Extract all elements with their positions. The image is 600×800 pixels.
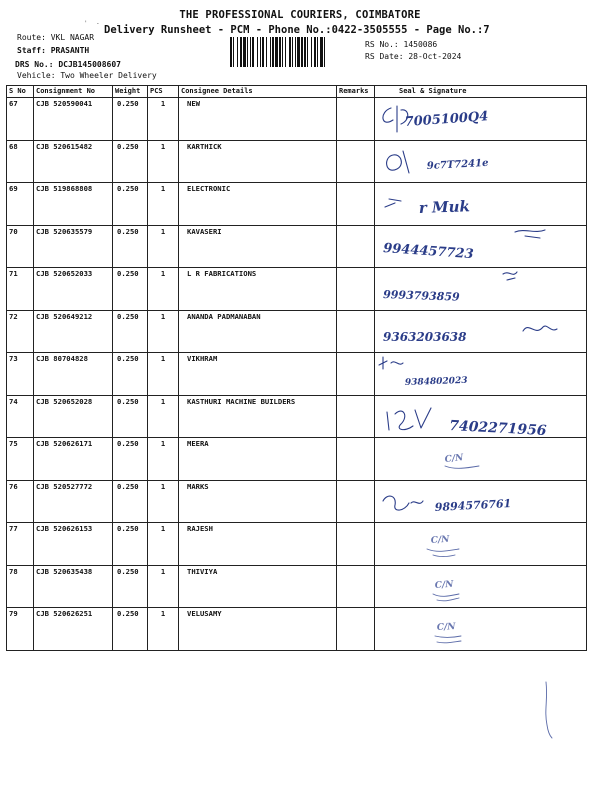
cell-remarks <box>337 310 375 353</box>
cell-remarks <box>337 608 375 651</box>
table-row <box>7 310 587 353</box>
signature-text: C/N <box>434 579 454 591</box>
cell-consignee: L R FABRICATIONS <box>179 268 337 311</box>
cell-remarks <box>337 395 375 438</box>
cell-weight: 0.250 <box>113 395 148 438</box>
table-header-row <box>7 86 587 98</box>
cell-pcs: 1 <box>148 395 179 438</box>
cell-consignee: THIVIYA <box>179 565 337 608</box>
handwritten-signature <box>375 183 586 225</box>
handwritten-signature <box>375 226 586 268</box>
cell-consignee: KARTHICK <box>179 140 337 183</box>
barcode-bar <box>295 37 296 67</box>
cell-pcs: 1 <box>148 225 179 268</box>
signature-text: C/N <box>436 622 456 633</box>
cell-consignment-no: CJB 520652028 <box>34 395 113 438</box>
cell-pcs: 1 <box>148 438 179 481</box>
cell-sno: 71 <box>7 268 34 311</box>
cell-consignment-no: CJB 520626251 <box>34 608 113 651</box>
cell-remarks <box>337 225 375 268</box>
barcode-bar <box>314 37 316 67</box>
cell-consignee: KAVASERI <box>179 225 337 268</box>
table-row <box>7 395 587 438</box>
handwritten-signature <box>375 268 586 310</box>
handwritten-signature <box>375 396 586 438</box>
cell-pcs: 1 <box>148 140 179 183</box>
barcode-bar <box>252 37 254 67</box>
signature-stroke <box>445 466 479 468</box>
cell-remarks <box>337 480 375 523</box>
signature-stroke <box>435 636 461 643</box>
company-title: THE PROFESSIONAL COURIERS, COIMBATORE <box>179 9 421 21</box>
rs-date: RS Date: 28-Oct-2024 <box>365 52 462 61</box>
cell-remarks <box>337 565 375 608</box>
barcode-bar <box>243 37 246 67</box>
barcode-bar <box>289 37 291 67</box>
signature-stroke <box>387 151 409 173</box>
barcode-bar <box>279 37 281 67</box>
signature-text: 9894576761 <box>434 496 512 514</box>
stray-mark: ' <box>84 20 88 27</box>
barcode-bar <box>250 37 251 67</box>
cell-consignment-no: CJB 519868808 <box>34 183 113 226</box>
cell-signature <box>375 480 587 523</box>
col-header-consignment: Consignment No <box>34 86 113 98</box>
signature-stroke <box>433 594 459 601</box>
cell-consignee: KASTHURI MACHINE BUILDERS <box>179 395 337 438</box>
cell-consignment-no: CJB 520635438 <box>34 565 113 608</box>
barcode-bar <box>324 37 325 67</box>
handwritten-signature <box>375 141 586 183</box>
cell-pcs: 1 <box>148 480 179 523</box>
signature-text: 9c7T7241e <box>426 157 489 172</box>
cell-remarks <box>337 183 375 226</box>
handwritten-signature <box>375 481 586 523</box>
barcode-bar <box>282 37 283 67</box>
table-row <box>7 480 587 523</box>
cell-pcs: 1 <box>148 523 179 566</box>
cell-consignment-no: CJB 520649212 <box>34 310 113 353</box>
handwritten-signature <box>375 523 586 565</box>
cell-consignee: RAJESH <box>179 523 337 566</box>
table-row <box>7 268 587 311</box>
barcode-bar <box>260 37 261 67</box>
cell-signature <box>375 268 587 311</box>
cell-pcs: 1 <box>148 353 179 396</box>
cell-weight: 0.250 <box>113 98 148 141</box>
cell-sno: 69 <box>7 183 34 226</box>
cell-pcs: 1 <box>148 608 179 651</box>
cell-consignment-no: CJB 80704828 <box>34 353 113 396</box>
vehicle-label: Vehicle: Two Wheeler Delivery <box>17 71 157 80</box>
handwritten-signature <box>375 608 586 650</box>
drs-number: DRS No.: DCJB145008607 <box>15 60 121 69</box>
signature-text: 9363203638 <box>383 329 467 344</box>
cell-remarks <box>337 140 375 183</box>
rs-number: RS No.: 1450086 <box>365 40 438 49</box>
signature-text: 9944457723 <box>382 240 475 262</box>
cell-consignment-no: CJB 520635579 <box>34 225 113 268</box>
cell-pcs: 1 <box>148 183 179 226</box>
cell-pcs: 1 <box>148 268 179 311</box>
signature-text: 7402271956 <box>448 417 547 439</box>
barcode-bar <box>292 37 293 67</box>
cell-pcs: 1 <box>148 98 179 141</box>
cell-signature <box>375 565 587 608</box>
cell-sno: 75 <box>7 438 34 481</box>
cell-remarks <box>337 438 375 481</box>
table-row <box>7 523 587 566</box>
cell-weight: 0.250 <box>113 523 148 566</box>
cell-sno: 78 <box>7 565 34 608</box>
col-header-sno: S No <box>7 86 34 98</box>
col-header-signature: Seal & Signature <box>375 86 587 98</box>
barcode-bar <box>320 37 323 67</box>
table-row <box>7 225 587 268</box>
barcode-bar <box>257 37 258 67</box>
barcode-bar <box>307 37 308 67</box>
cell-weight: 0.250 <box>113 140 148 183</box>
cell-consignment-no: CJB 520527772 <box>34 480 113 523</box>
cell-sno: 74 <box>7 395 34 438</box>
stray-mark: - <box>96 20 100 27</box>
cell-consignment-no: CJB 520652033 <box>34 268 113 311</box>
cell-sno: 67 <box>7 98 34 141</box>
handwritten-signature <box>375 311 586 353</box>
handwritten-signature <box>375 353 586 395</box>
runsheet-table <box>6 85 587 651</box>
cell-weight: 0.250 <box>113 268 148 311</box>
barcode-bar <box>262 37 264 67</box>
table-row <box>7 183 587 226</box>
signature-stroke <box>385 199 401 207</box>
pen-mark <box>540 680 560 740</box>
cell-consignee: VIKHRAM <box>179 353 337 396</box>
cell-remarks <box>337 523 375 566</box>
signature-text: C/N <box>444 453 464 465</box>
cell-weight: 0.250 <box>113 353 148 396</box>
barcode-bar <box>237 37 238 67</box>
barcode-bar <box>275 37 278 67</box>
cell-sno: 77 <box>7 523 34 566</box>
barcode-bar <box>297 37 300 67</box>
col-header-consignee: Consignee Details <box>179 86 337 98</box>
barcode-bar <box>272 37 274 67</box>
cell-consignee: ANANDA PADMANABAN <box>179 310 337 353</box>
table-row <box>7 608 587 651</box>
cell-weight: 0.250 <box>113 480 148 523</box>
cell-pcs: 1 <box>148 565 179 608</box>
barcode-bar <box>247 37 248 67</box>
cell-signature <box>375 353 587 396</box>
barcode-bar <box>301 37 303 67</box>
signature-stroke <box>523 326 557 331</box>
table-row <box>7 353 587 396</box>
handwritten-signature <box>375 98 586 140</box>
cell-consignment-no: CJB 520590041 <box>34 98 113 141</box>
cell-signature <box>375 140 587 183</box>
cell-remarks <box>337 353 375 396</box>
cell-sno: 79 <box>7 608 34 651</box>
table-row <box>7 140 587 183</box>
cell-consignee: MEERA <box>179 438 337 481</box>
signature-stroke <box>427 549 459 557</box>
barcode-bar <box>285 37 286 67</box>
barcode-bar <box>311 37 312 67</box>
cell-signature <box>375 523 587 566</box>
cell-weight: 0.250 <box>113 438 148 481</box>
runsheet-title: Delivery Runsheet - PCM - Phone No.:0422-3505555 - Page No.:7 <box>104 24 490 36</box>
cell-consignee: VELUSAMY <box>179 608 337 651</box>
signature-text: 9993793859 <box>382 288 460 304</box>
col-header-remarks: Remarks <box>337 86 375 98</box>
cell-weight: 0.250 <box>113 183 148 226</box>
col-header-weight: Weight <box>113 86 148 98</box>
signature-stroke <box>379 357 403 369</box>
signature-stroke <box>383 496 423 510</box>
cell-signature <box>375 395 587 438</box>
cell-consignee: MARKS <box>179 480 337 523</box>
cell-consignment-no: CJB 520615482 <box>34 140 113 183</box>
cell-remarks <box>337 98 375 141</box>
signature-stroke <box>515 230 545 238</box>
cell-weight: 0.250 <box>113 565 148 608</box>
signature-text: r Muk <box>418 197 471 217</box>
signature-stroke <box>503 272 517 280</box>
cell-sno: 72 <box>7 310 34 353</box>
table-row <box>7 98 587 141</box>
cell-weight: 0.250 <box>113 310 148 353</box>
cell-weight: 0.250 <box>113 225 148 268</box>
staff-label: Staff: PRASANTH <box>17 46 90 55</box>
cell-signature <box>375 183 587 226</box>
handwritten-signature <box>375 438 586 480</box>
barcode-bar <box>317 37 318 67</box>
table-row <box>7 438 587 481</box>
barcode-bar <box>266 37 267 67</box>
signature-text: 7005100Q4 <box>404 109 489 130</box>
barcode-bar <box>270 37 271 67</box>
barcode-bar <box>304 37 306 67</box>
handwritten-signature <box>375 566 586 608</box>
cell-consignment-no: CJB 520626153 <box>34 523 113 566</box>
cell-sno: 70 <box>7 225 34 268</box>
cell-signature <box>375 438 587 481</box>
cell-signature <box>375 98 587 141</box>
cell-sno: 76 <box>7 480 34 523</box>
barcode-bar <box>233 37 234 67</box>
cell-signature <box>375 225 587 268</box>
signature-text: 9384802023 <box>404 375 468 388</box>
cell-weight: 0.250 <box>113 608 148 651</box>
cell-pcs: 1 <box>148 310 179 353</box>
barcode-bar <box>230 37 232 67</box>
col-header-pcs: PCS <box>148 86 179 98</box>
cell-signature <box>375 608 587 651</box>
table-row <box>7 565 587 608</box>
cell-sno: 73 <box>7 353 34 396</box>
route-label: Route: VKL NAGAR <box>17 33 95 42</box>
barcode-image <box>230 37 358 67</box>
signature-stroke <box>387 408 431 430</box>
cell-sno: 68 <box>7 140 34 183</box>
cell-signature <box>375 310 587 353</box>
cell-consignee: NEW <box>179 98 337 141</box>
signature-text: C/N <box>430 534 450 546</box>
barcode-bar <box>240 37 242 67</box>
cell-consignment-no: CJB 520626171 <box>34 438 113 481</box>
cell-consignee: ELECTRONIC <box>179 183 337 226</box>
cell-remarks <box>337 268 375 311</box>
